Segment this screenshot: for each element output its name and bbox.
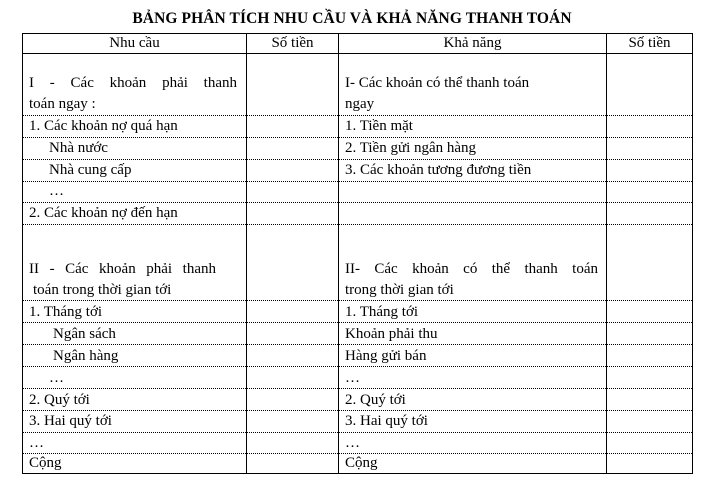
row4-left: … (49, 183, 64, 199)
row6-left: 1. Tháng tới (29, 304, 103, 320)
row7-right: Khoản phải thu (345, 326, 438, 342)
column-divider (246, 34, 247, 473)
row12-right: … (345, 435, 360, 451)
section2-right-title: II- Các khoản có thể thanh toán (345, 261, 598, 277)
row3-left: Nhà cung cấp (49, 162, 132, 178)
row-divider (23, 344, 692, 345)
row9-left: … (49, 370, 64, 386)
row1-left: 1. Các khoản nợ quá hạn (29, 118, 178, 134)
column-divider (338, 34, 339, 473)
section2-left-title: II - Các khoản phải thanh (29, 261, 216, 277)
row11-left: 3. Hai quý tới (29, 413, 112, 429)
row12-left: … (29, 435, 44, 451)
section1-left-title: I - Các khoản phải thanh (29, 75, 237, 91)
row-divider (23, 366, 692, 367)
section2-left-title-cont: toán trong thời gian tới (33, 282, 172, 298)
row-divider (23, 322, 692, 323)
row7-left: Ngân sách (53, 326, 116, 342)
row-divider (23, 224, 692, 225)
row8-right: Hàng gửi bán (345, 348, 427, 364)
total-left: Cộng (29, 455, 62, 471)
section1-right-title: I- Các khoản có thể thanh toán (345, 75, 530, 91)
header-need-amount: Số tiền (271, 35, 314, 51)
row-divider (23, 388, 692, 389)
row-divider (23, 181, 692, 182)
row8-left: Ngân hàng (53, 348, 119, 364)
row10-right: 2. Quý tới (345, 392, 406, 408)
row9-right: … (345, 370, 360, 386)
header-ability-amount: Số tiền (628, 35, 671, 51)
header-ability: Khả năng (443, 35, 502, 51)
section1-right-title-cont: ngay (345, 96, 375, 112)
total-right: Cộng (345, 455, 378, 471)
row11-right: 3. Hai quý tới (345, 413, 428, 429)
row2-right: 2. Tiền gửi ngân hàng (345, 140, 477, 156)
page-title: BẢNG PHÂN TÍCH NHU CẦU VÀ KHẢ NĂNG THANH TOÁN (132, 10, 572, 27)
column-divider (606, 34, 607, 473)
row1-right: 1. Tiền mặt (345, 118, 413, 134)
section1-left-title-cont: toán ngay : (29, 96, 96, 112)
analysis-table (22, 33, 693, 474)
row2-left: Nhà nước (49, 140, 108, 156)
section2-right-title-cont: trong thời gian tới (345, 282, 454, 298)
row3-right: 3. Các khoản tương đương tiền (345, 162, 532, 178)
row6-right: 1. Tháng tới (345, 304, 419, 320)
header-need: Nhu cầu (109, 35, 160, 51)
row10-left: 2. Quý tới (29, 392, 90, 408)
row-divider (23, 300, 692, 301)
row5-left: 2. Các khoản nợ đến hạn (29, 205, 178, 221)
